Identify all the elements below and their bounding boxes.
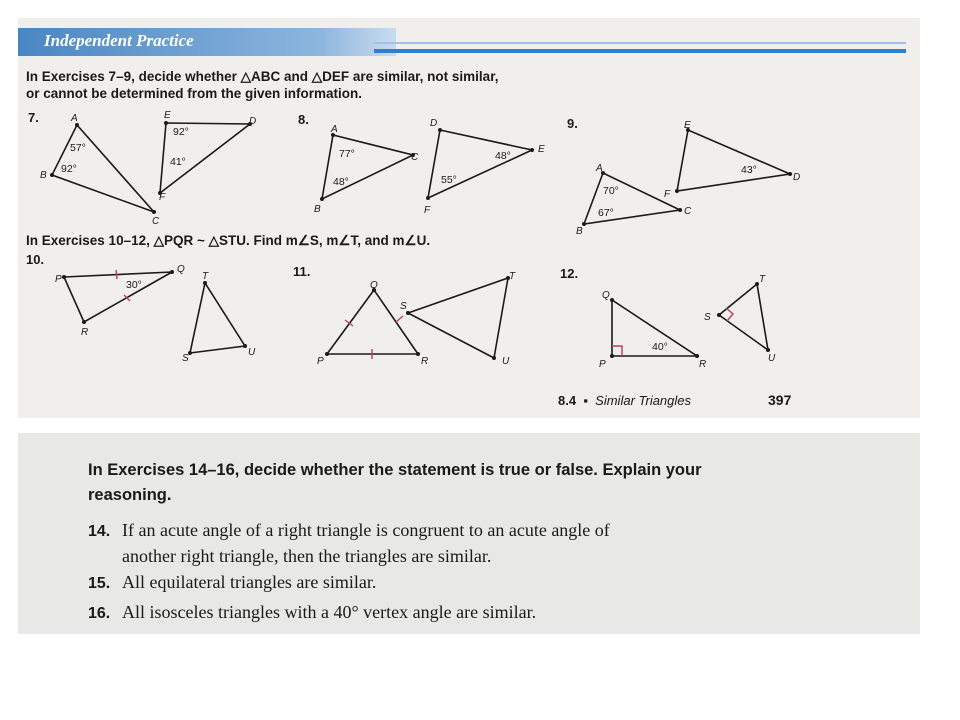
exercise-10-number: 10.	[26, 252, 45, 267]
triangle-abc-8	[322, 135, 413, 199]
vertex-label: B	[314, 204, 321, 215]
vertex-label: A	[331, 124, 338, 135]
triangle-stu-11	[408, 278, 508, 358]
vertex-label: F	[159, 192, 166, 203]
exercise-14-text-line1: If an acute angle of a right triangle is congruent to an acute angle of	[122, 520, 610, 540]
triangle-stu-12	[719, 284, 768, 350]
vertex-label: C	[411, 152, 419, 163]
vertex-label: U	[502, 356, 510, 367]
vertex-label: A	[596, 163, 603, 174]
vertex-label: S	[400, 301, 407, 312]
vertex-label: Q	[370, 280, 378, 291]
banner-title: Independent Practice	[44, 31, 194, 50]
angle-label: 57°	[70, 142, 86, 154]
triangle-def-9	[677, 130, 790, 191]
angle-label: 48°	[333, 176, 349, 188]
vertex-label: S	[182, 353, 189, 364]
angle-label: 92°	[61, 163, 77, 175]
vertex-label: B	[576, 226, 583, 237]
vertex-label: C	[684, 206, 692, 217]
vertex-label: R	[699, 359, 707, 370]
triangle-pqr-11	[327, 290, 418, 354]
vertex-label: D	[249, 116, 257, 127]
exercise-15	[88, 570, 376, 596]
exercise-14-number: 14.	[88, 523, 111, 540]
instructions-7-9-line1: In Exercises 7–9, decide whether △ABC and △DEF are similar, not similar,	[26, 69, 499, 84]
vertex-label: B	[40, 170, 47, 181]
angle-label: 55°	[441, 174, 457, 186]
exercise-14-text-line2: another right triangle, then the triangles are similar.	[122, 546, 492, 566]
vertex-label: Q	[602, 290, 610, 301]
vertex-label: T	[509, 271, 516, 282]
angle-label: 48°	[495, 150, 511, 162]
vertex-label: A	[71, 113, 78, 124]
angle-label: 70°	[603, 185, 619, 197]
angle-label: 43°	[741, 164, 757, 176]
vertex-label: T	[759, 274, 766, 285]
exercise-16	[88, 600, 536, 626]
vertex-label: Q	[177, 264, 185, 275]
vertex-label: D	[430, 118, 438, 129]
vertex-label: E	[538, 144, 545, 155]
angle-label: 40°	[652, 341, 668, 353]
vertex-label: U	[248, 347, 256, 358]
exercise-7-number: 7.	[28, 110, 39, 125]
exercise-11-number: 11.	[293, 264, 311, 279]
vertex-label: F	[424, 205, 431, 216]
exercise-15-number: 15.	[88, 575, 111, 592]
vertex-label: C	[152, 216, 160, 227]
instructions-10-12: In Exercises 10–12, △PQR ~ △STU. Find m∠S, m∠T, and m∠U.	[26, 233, 431, 248]
vertex-label: F	[664, 189, 671, 200]
angle-label: 67°	[598, 207, 614, 219]
page-number: 397	[768, 392, 792, 408]
exercise-9-number: 9.	[567, 116, 578, 131]
angle-label: 41°	[170, 156, 186, 168]
exercise-16-number: 16.	[88, 605, 111, 622]
exercise-14	[88, 518, 610, 569]
vertex-label: R	[421, 356, 429, 367]
angle-label: 92°	[173, 126, 189, 138]
vertex-label: P	[317, 356, 324, 367]
triangle-stu-10	[190, 283, 245, 353]
exercise-12-number: 12.	[560, 266, 579, 281]
instructions-7-9-line2: or cannot be determined from the given information.	[26, 86, 363, 101]
congruence-marks	[116, 270, 733, 359]
vertex-label: R	[81, 327, 89, 338]
vertex-label: P	[599, 359, 606, 370]
page-footer-section	[558, 393, 691, 408]
section-number: 8.4	[558, 393, 577, 408]
exercise-8-number: 8.	[298, 112, 309, 127]
section-title: Similar Triangles	[595, 393, 692, 408]
vertex-label: P	[55, 274, 62, 285]
vertex-label: E	[164, 110, 171, 121]
angle-label: 30°	[126, 279, 142, 291]
angle-label: 77°	[339, 148, 355, 160]
triangle-pqr-10	[64, 272, 172, 322]
vertex-label: U	[768, 353, 776, 364]
vertex-label: T	[202, 271, 209, 282]
footer-bullet-icon: ▪	[579, 393, 592, 408]
triangle-def-8	[428, 130, 532, 198]
vertex-label: E	[684, 120, 691, 131]
exercise-16-text: All isosceles triangles with a 40° vertex angle are similar.	[122, 602, 537, 622]
exercise-15-text: All equilateral triangles are similar.	[122, 572, 377, 592]
instructions-14-16: In Exercises 14–16, decide whether the statement is true or false. Explain your reasoning.	[88, 461, 702, 504]
vertex-label: D	[793, 172, 801, 183]
vertex-label: S	[704, 312, 711, 323]
